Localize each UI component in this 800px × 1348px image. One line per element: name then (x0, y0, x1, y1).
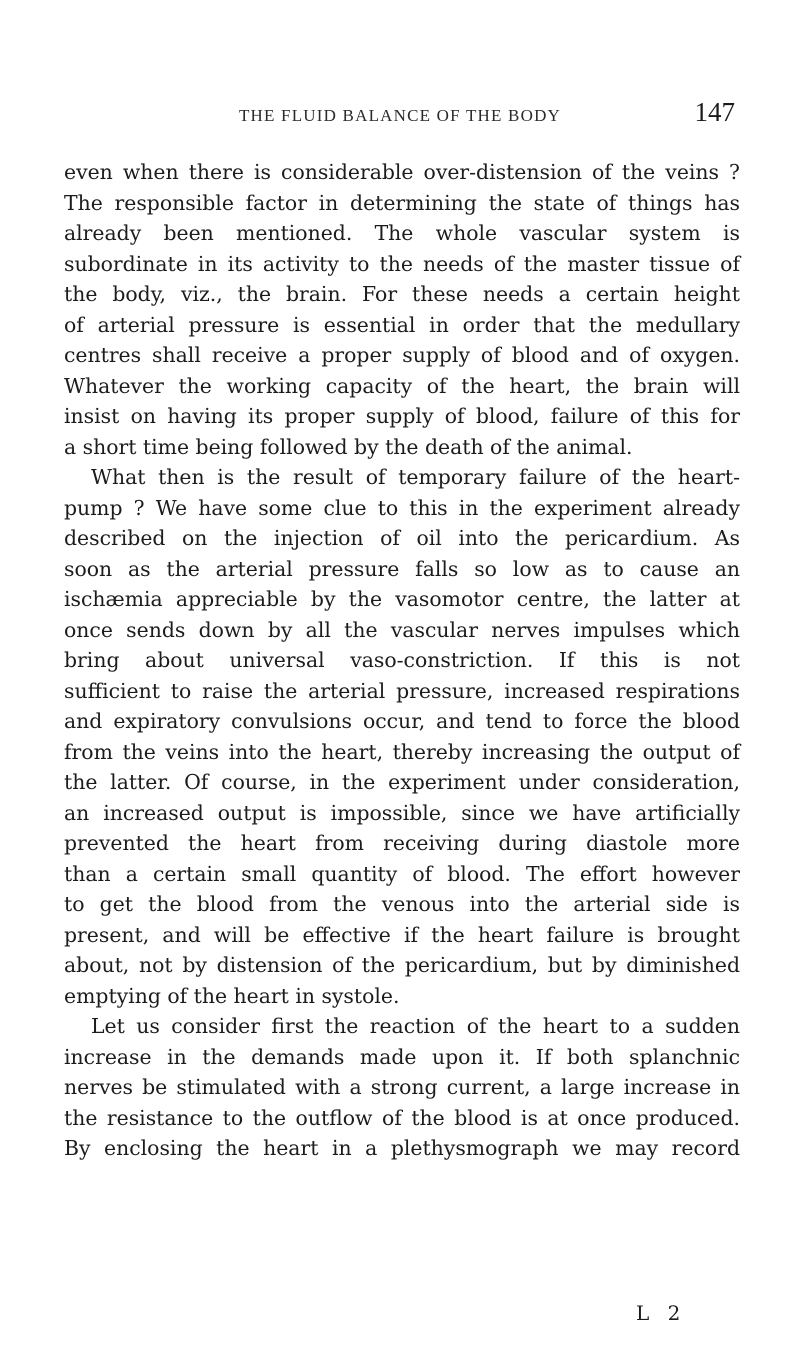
text-line: nerves be stimulated with a strong current, a large increase in (64, 1075, 740, 1099)
text-line: emptying of the heart in systole. (64, 983, 400, 1008)
text-line: a short time being followed by the death of the animal. (64, 434, 633, 459)
text-line: Whatever the working capacity of the heart, the brain will (64, 373, 740, 398)
text-line: Let us consider first the reaction of the heart to a sudden (91, 1014, 740, 1038)
text-line: What then is the result of temporary failure of the heart- (91, 465, 740, 489)
text-line: By enclosing the heart in a plethysmograph we may record (64, 1136, 740, 1160)
text-line: to get the blood from the venous into the arterial side is (64, 892, 740, 916)
text-line: subordinate in its activity to the needs of the master tissue of (64, 251, 740, 276)
text-line: pump ? We have some clue to this in the experiment already (64, 495, 740, 520)
signature-mark: L 2 (636, 1301, 687, 1325)
text-line: of arterial pressure is essential in order that the medullary (64, 312, 740, 337)
text-line: soon as the arterial pressure falls so low as to cause an (64, 556, 740, 581)
text-line: already been mentioned. The whole vascular system is (64, 221, 740, 245)
text-line: and expiratory convulsions occur, and tend to force the blood (64, 709, 740, 733)
text-line: described on the injection of oil into the pericardium. As (64, 526, 740, 550)
body-text (64, 157, 740, 1164)
text-line: centres shall receive a proper supply of blood and of oxygen. (64, 343, 740, 367)
text-line: from the veins into the heart, thereby increasing the output of (64, 739, 740, 764)
text-line: increase in the demands made upon it. If both splanchnic (64, 1044, 740, 1069)
text-line: The responsible factor in determining the state of things has (64, 190, 740, 215)
text-line: the latter. Of course, in the experiment under consideration, (64, 770, 740, 794)
text-line: about, not by distension of the pericardium, but by diminished (64, 953, 740, 977)
text-line: the resistance to the outflow of the blood is at once produced. (64, 1105, 740, 1130)
running-head: THE FLUID BALANCE OF THE BODY (238, 106, 562, 125)
text-line: even when there is considerable over-distension of the veins ? (64, 160, 740, 184)
text-line: ischæmia appreciable by the vasomotor centre, the latter at (64, 587, 740, 611)
text-line: once sends down by all the vascular nerves impulses which (64, 617, 740, 642)
text-line: sufficient to raise the arterial pressure, increased respirations (64, 678, 740, 703)
text-line: an increased output is impossible, since we have artificially (64, 800, 740, 825)
text-line: bring about universal vaso-constriction. If this is not (64, 648, 740, 672)
text-line: the body, viz., the brain. For these needs a certain height (64, 282, 740, 306)
text-line: than a certain small quantity of blood. The effort however (64, 861, 740, 886)
page-number: 147 (694, 97, 735, 127)
text-line: prevented the heart from receiving during diastole more (64, 831, 740, 855)
text-line: insist on having its proper supply of blood, failure of this for (64, 404, 740, 428)
text-line: present, and will be effective if the heart failure is brought (64, 922, 740, 947)
